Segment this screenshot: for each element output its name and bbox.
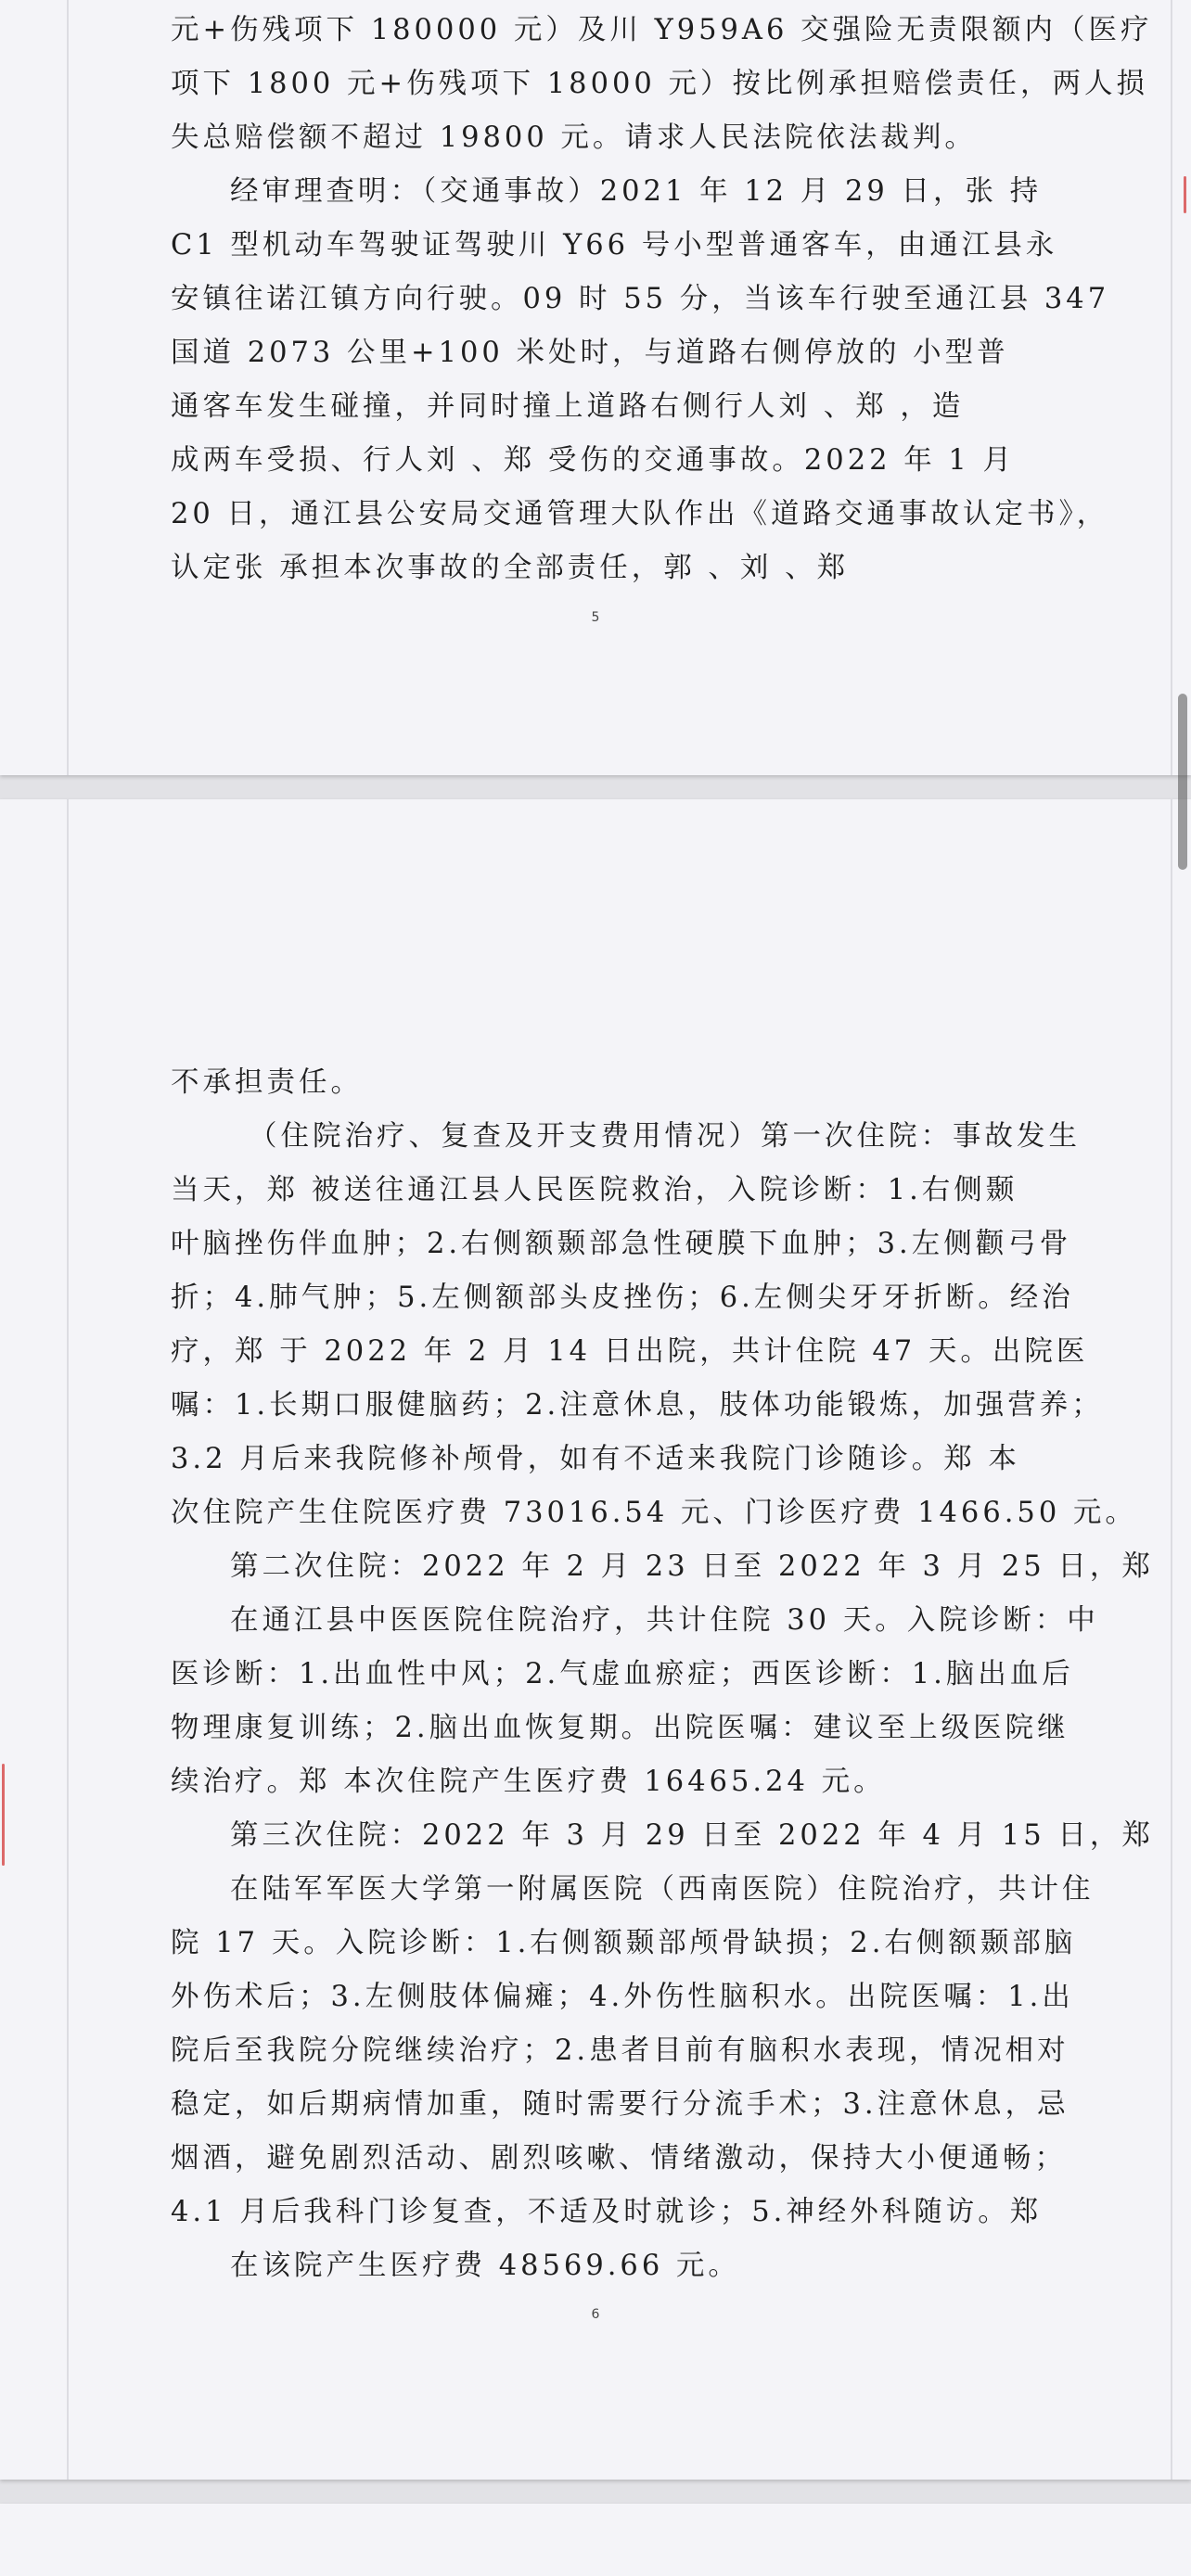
text-line: 国道 2073 公里+100 米处时，与道路右侧停放的 小型普 <box>171 337 1009 369</box>
text-line: 物理康复训练；2.脑出血恢复期。出院医嘱：建议至上级医院继 <box>171 1712 1069 1744</box>
text-line: 稳定，如后期病情加重，随时需要行分流手术；3.注意休息，忌 <box>171 2088 1069 2121</box>
text-line: 失总赔偿额不超过 19800 元。请求人民法院依法裁判。 <box>171 121 977 154</box>
text-line: 叶脑挫伤伴血肿；2.右侧额颞部急性硬膜下血肿；3.左侧颧弓骨 <box>171 1228 1072 1260</box>
document-page-5 <box>0 0 1191 775</box>
page-edge-line <box>1171 0 1172 775</box>
text-line: 成两车受损、行人刘 、郑 受伤的交通事故。2022 年 1 月 <box>171 444 1015 477</box>
text-line: 院 17 天。入院诊断：1.右侧额颞部颅骨缺损；2.右侧额颞部脑 <box>171 1927 1077 1959</box>
page-5-body-text <box>171 4 1153 595</box>
text-line: 疗，郑 于 2022 年 2 月 14 日出院，共计住院 47 天。出院医 <box>171 1335 1089 1368</box>
text-line: 院后至我院分院继续治疗；2.患者目前有脑积水表现，情况相对 <box>171 2034 1069 2067</box>
text-line: 当天，郑 被送往通江县人民医院救治，入院诊断：1.右侧颞 <box>171 1174 1018 1206</box>
page-edge-line <box>67 799 69 2480</box>
text-line: C1 型机动车驾驶证驾驶川 Y66 号小型普通客车，由通江县永 <box>171 229 1058 261</box>
text-line: 通客车发生碰撞，并同时撞上道路右侧行人刘 、郑 ，造 <box>171 390 965 423</box>
scrollbar-thumb[interactable] <box>1178 694 1187 870</box>
text-line: 在陆军军医大学第一附属医院（西南医院）住院治疗，共计住 <box>230 1873 1095 1906</box>
document-page-next <box>0 2504 1191 2576</box>
page-edge-line <box>1171 799 1172 2480</box>
text-line: 续治疗。郑 本次住院产生医疗费 16465.24 元。 <box>171 1766 886 1798</box>
page-6-body-text <box>171 1056 1154 2293</box>
text-line: 4.1 月后我科门诊复查，不适及时就诊；5.神经外科随访。郑 <box>171 2196 1043 2228</box>
page-edge-line <box>67 0 69 775</box>
text-line: 外伤术后；3.左侧肢体偏瘫；4.外伤性脑积水。出院医嘱：1.出 <box>171 1981 1074 2013</box>
text-line: 第三次住院：2022 年 3 月 29 日至 2022 年 4 月 15 日，郑 <box>230 1819 1154 1852</box>
text-line: 次住院产生住院医疗费 73016.54 元、门诊医疗费 1466.50 元。 <box>171 1497 1137 1529</box>
red-stamp-edge-mark <box>1184 176 1186 213</box>
text-line: 20 日，通江县公安局交通管理大队作出《道路交通事故认定书》， <box>171 498 1109 530</box>
text-line: 元+伤残项下 180000 元）及川 Y959A6 交强险无责限额内（医疗 <box>171 14 1153 46</box>
text-line: 在通江县中医医院住院治疗，共计住院 30 天。入院诊断：中 <box>230 1604 1099 1637</box>
red-stamp-edge-mark <box>2 1764 5 1866</box>
page-number: 6 <box>591 2307 600 2322</box>
text-line: 认定张 承担本次事故的全部责任，郭 、刘 、郑 <box>171 552 850 584</box>
text-line: 医诊断：1.出血性中风；2.气虚血瘀症；西医诊断：1.脑出血后 <box>171 1658 1074 1690</box>
text-line: 3.2 月后来我院修补颅骨，如有不适来我院门诊随诊。郑 本 <box>171 1443 1020 1475</box>
text-line: 不承担责任。 <box>171 1066 363 1099</box>
text-line: 折；4.肺气肿；5.左侧额部头皮挫伤；6.左侧尖牙牙折断。经治 <box>171 1282 1074 1314</box>
text-line: 安镇往诺江镇方向行驶。09 时 55 分，当该车行驶至通江县 347 <box>171 283 1110 315</box>
text-line: 第二次住院：2022 年 2 月 23 日至 2022 年 3 月 25 日，郑 <box>230 1550 1154 1583</box>
document-page-6 <box>0 799 1191 2480</box>
page-number: 5 <box>591 610 600 625</box>
text-line: 在该院产生医疗费 48569.66 元。 <box>230 2250 740 2282</box>
text-line: （住院治疗、复查及开支费用情况）第一次住院：事故发生 <box>249 1120 1081 1153</box>
text-line: 项下 1800 元+伤残项下 18000 元）按比例承担赔偿责任，两人损 <box>171 68 1148 100</box>
text-line: 烟酒，避免剧烈活动、剧烈咳嗽、情绪激动，保持大小便通畅； <box>171 2142 1067 2174</box>
text-line: 嘱：1.长期口服健脑药；2.注意休息，肢体功能锻炼，加强营养； <box>171 1389 1104 1422</box>
text-line: 经审理查明：（交通事故）2021 年 12 月 29 日，张 持 <box>230 175 1043 208</box>
